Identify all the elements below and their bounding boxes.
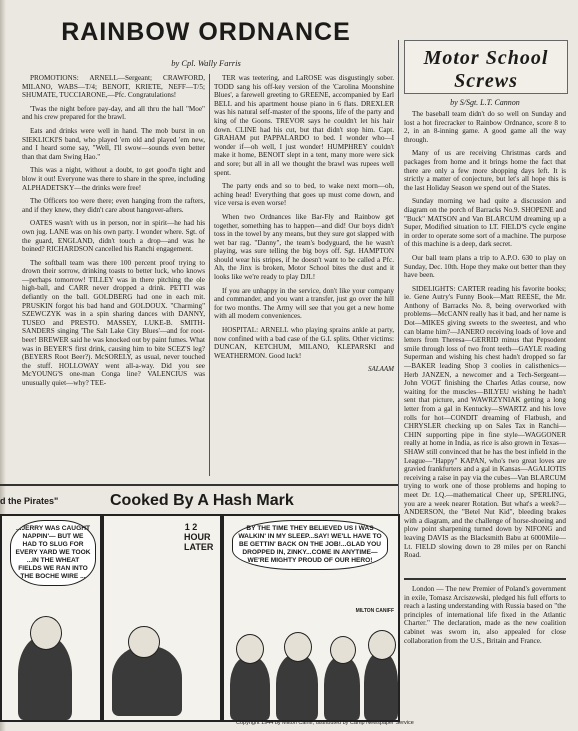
group-figure [324,656,360,720]
byline: by Cpl. Wally Farris [171,58,241,68]
group-figure [276,654,318,720]
group-face [284,632,312,662]
headline: RAINBOW ORDNANCE [61,18,351,46]
article-paragraph: Many of us are receiving Christmas cards and packages from home and it brings home the fact that there are only a few more shopping days left. It is strictly a matter of conjecture, but let's all hope this is the last Holiday Season we spend out of the States. [404,149,566,192]
time-caption: 1 2 HOUR LATER [184,522,214,552]
article-paragraph: HOSPITAL: ARNELL who playing sprains ankle at party, now confined with a bad case of the G.I. splits. Other victims: DUNCAN, KETCHUM, MILANO, KLEPARSKI and WEATHERMON. Good luck! [214,326,394,360]
speech-bubble: BY THE TIME THEY BELIEVED US I WAS WALKIN' IN MY SLEEP...SAY! WE'LL HAVE TO BE GETTIN' BACK ON THE JOB!...GLAD YOU DROPPED IN, ZINKY...COME IN ANYTIME—WE'RE MIGHTY PROUD OF OUR HERO! [232,520,388,570]
figure-face [128,626,160,658]
article-paragraph: If you are unhappy in the service, don't like your company and commander, and you want a transfer, just go over the hill for two months. The Army will see that you get a new home with all modern conveniences. [214,286,394,321]
motor-school-title: Motor School Screws [423,47,549,92]
article-paragraph: Our ball team plans a trip to A.P.O. 630 to play on Sunday, Dec. 10th. Hope they make out better than they have been. [404,253,566,280]
article-paragraph: Sunday morning we had quite a discussion and diagram on the porch of Barracks No.9. SHOPENE and "Buck" MATSON and Van BLARCUM dreaming up a Super, Modified situation to LT. FIELD'S cycle engine in order to operate some sort of a machine. The purpose of this machine is a deep, dark secret. [404,197,566,249]
group-face [236,634,264,664]
article-paragraph: London — The new Premier of Poland's government in exile, Tomasz Arciszewski, pledged his full efforts to reach a lasting understanding with Russia based on "the principles of international life fixed in the Atlantic Charter." The declaration, made as the new coalition cabinet was sworn in, also appealed for close collaboration from the U.S., Britain and France. [404,585,566,645]
comic-panel-2 [102,514,222,722]
motor-school-masthead [404,40,568,94]
column-divider [209,74,210,476]
article-paragraph: PROMOTIONS: ARNELL—Sergeant; CRAWFORD, MILANO, WABS—T/4; BENOIT, KRIETE, NEFF—T/5; SHUMATE, TUCCIARONE,—Pfc. Congratulations! [22,74,205,100]
group-figure [230,656,270,720]
group-face [330,636,356,664]
column-middle [214,74,394,374]
article-paragraph: The party ends and so to bed, to wake next morn—oh, aching head! Everything that goes up must come down, and vice versa is even worse! [214,182,394,208]
london-dispatch [404,585,566,650]
section-rule [404,578,566,580]
group-face [368,630,396,660]
comic-copyright: Copyright 1944 by Milton Caniff, distributed by Camp Newspaper Service [236,720,414,726]
comic-panel-3 [222,514,400,722]
column-left [22,74,205,393]
motor-school-byline: by S/Sgt. L.T. Cannon [450,98,520,107]
article-paragraph: Eats and drinks were well in hand. The mob burst in on SIEKLICKI'S band, who played 'em old and played 'em new, and I heard some say, "Well, I'll swow—sounds even better than that darn Swing Hao." [22,126,205,161]
artist-signature: MILTON CANIFF [355,608,394,614]
adjacent-comic-title: d the Pirates" [0,496,59,506]
article-paragraph: The softball team was there 100 percent proof trying to drown their sorrow, drinking toasts to better luck, who knows—perhaps tomorrow! TILLEY was in there pitching the ole high-ball, and CARR never dropped a drink. PETTI was defiantly on the ball. GOLDBERG had one in each mit. PRUSKIN forgot his bad hand and GOLDOUX. "Charming" SZEWCZYK was in a spin sharing dances with DANNY, TUSEO and PRESTO. MASSEY, LUKE-B. SMITH-SANDERS singing 'The Salt Lake City Blues'—and for root-beer! BREWER said he was knocked out by paint fumes. What was in BEYER'S first drink, causing him to bite SCEZ'S leg? (BEYERS Root Beer?). McSORELY, as usual, never touched the stuff. HOLLOWAY went all-a-way. Did you see McYOUNG'S one-man Conga line? VALENCIUS was unusually quiet—why? TEE- [22,258,205,387]
speech-bubble: ...JERRY WAS CAUGHT NAPPIN'— BUT WE HAD TO SLUG FOR EVERY YARD WE TOOK ...IN THE WHEAT FIELDS WE RAN INTO THE BOCHE WIRE ... [10,520,96,586]
signoff: SALAAM [367,365,394,374]
group-figure [364,652,398,720]
article-paragraph: 'Twas the night before pay-day, and all thru the hall "Moe" and his crew prepared for the brawl. [22,104,205,122]
column-right [404,110,566,565]
article-paragraph: OATES wasn't with us in person, nor in spirit—he had his own jug. LANE was on his own party. I wonder where. Sgt. of the guard, ENGLAND, didn't touch a drop—and was he boined? RICHARDSON cancelled his Ranchi engagement. [22,219,205,254]
comic-panel-1 [0,514,102,722]
article-paragraph: SIDELIGHTS: CARTER reading his favorite books; ie. Gene Autry's Funny Book—Matt REESE, the Mr. Anthony of Barracks No. 8, being overworked with problems—McCANN really has it bad, and her name is Dot—MIKES giving sweets to the sweetest, and who can blame him?—JANERO receiving loads of love and letters from Theresa—GERRID minus that Pepsodent smile through loss of two front teeth—GAYLE reading Superman and wishing his chest hadn't dropped so far—BAKER leading Shop 3 coolies in calisthenics—Herb JANZEN, a newcomer and a Tech-Sergeant—John VOGT finishing the Charles Atlas course, now waiting for the muscles—BILYEU wishing he hadn't sent that picture, and WAWRZYNIAK getting a long letter from a gal in Kentucky—SWARTZ and his love rolls for hot—CONDIT dreaming of Flatbush, and CHRYSLER checking up on Sales Tax in Ranchi—CHIN supporting pipe in fine style—WAGGONER really at home in India, as rice is also grown in Texas—SHAW still convinced that he has the best infield in the League—"Happy" KAPAN, who's two great loves are gravied frankfurters and a gal in Kansas—AGALIOTIS receiving a raise in pay via the cubes—Van BLARCUM trying to work one of those problems and hoping to meet Dr. I.Q.—mathematical Cheer up, SPERLING, you are a week nearer Rotation. But what's a week?—ANDERSON, the "Betel Nut Kid", bleeding brakes with a diagram, and the challenge of horse-shoeing and plow point sharpening turned down by NIFONG and leaving DAVIS as the Blacksmith Babu at 6000Mile—Lt. FIELD slowing down to 28 miles per on Ranchi Road. [404,284,566,560]
article-paragraph: TER was teetering, and LaROSE was disgustingly sober. TODD sang his off-key version of the 'Carolina Moonshine Blues', a farewell greeting to GREENE, accompanied by Earl BELL and his apartment house piano in 6 flats. DREXLER was his natural self-master of the spoons, life of the party and king of the Goons. TREVOR says he couldn't let his hair down. CLINE had his cut, but that didn't stop him. Capt. GRAHAM put PAPPALARDO to bed. I wonder who—I wonder if—oh well, I just wonder! HUMPHREY couldn't make it home, BENOIT slept in a tent, many more were sick and sore; but all in all we thought the brawl was rupees well spent. [214,74,394,177]
article-paragraph: The Officers too were there; even hanging from the rafters, and if they knew, they didn't care about hangover-afters. [22,197,205,214]
article-paragraph: The baseball team didn't do so well on Sunday and lost a hot firecracker to Rainbow Ordnance, score 8 to 2, in an 8-inning game. A good game all the way through. [404,110,566,144]
soldier-face [30,616,62,650]
comic-rule [0,484,398,486]
comic-title: Cooked By A Hash Mark [110,492,294,509]
article-paragraph: This was a night, without a doubt, to get good'n tight and blow it out! Everyone was there to share in the spree, including ALPHADETSKY—the drinks were free! [22,166,205,192]
article-paragraph: When two Ordnances like Bar-Fly and Rainbow get together, something has to happen—and did! Our boys didn't toss in the towel by any means, but they sure got slapped with wet bar rag. "Danny", the team's bodyguard, the he wasn't playing, was sure telling the big boys off. Sgt. HAMPTON should wear his stripes, if he doesn't want to be called a Pfc. Ah, the Jinx is broken, Motor School bites the dust and it looks like we're ready to play DJL! [214,212,394,282]
